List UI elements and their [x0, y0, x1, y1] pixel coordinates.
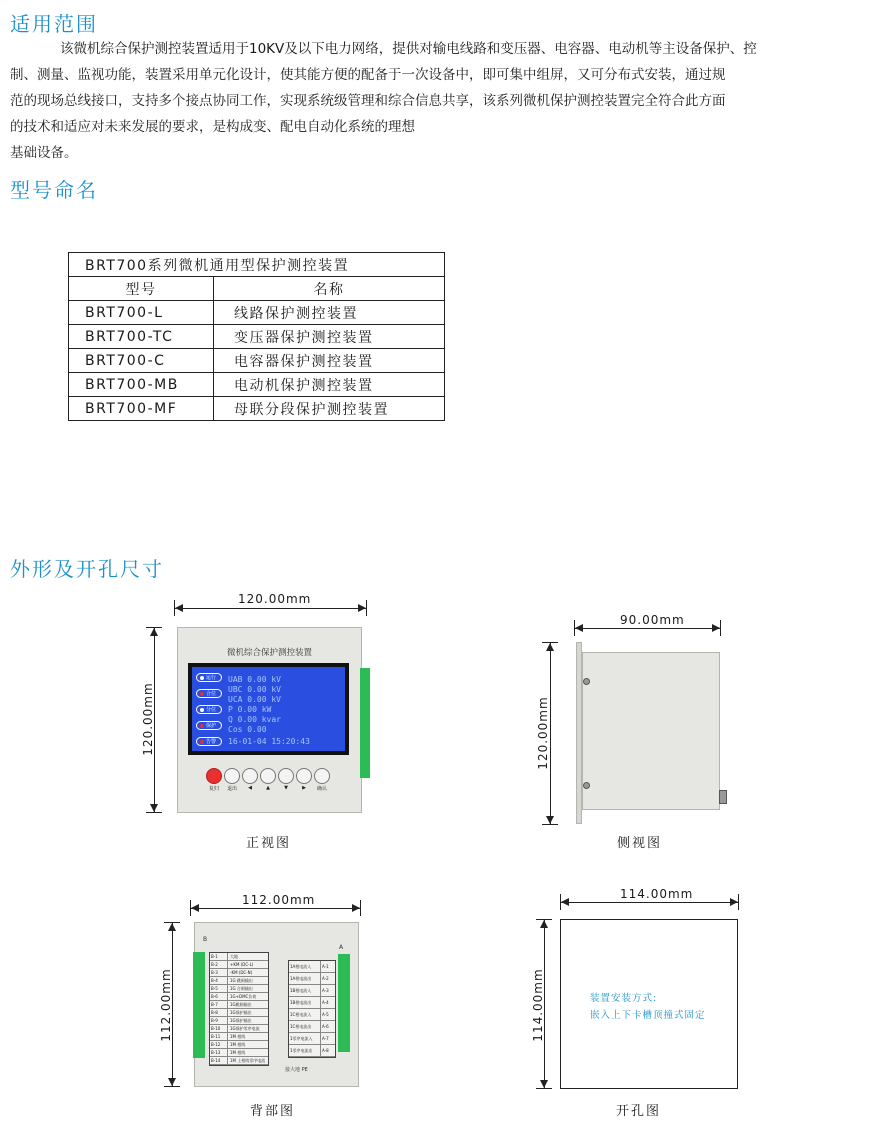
key-label: ▼ — [284, 785, 288, 791]
side-body — [582, 652, 720, 810]
dim-tick — [360, 900, 361, 916]
terminal-id: A-3 — [320, 985, 335, 996]
terminal-name: 1零序电流出 — [290, 1048, 313, 1053]
reset-key[interactable] — [206, 768, 222, 784]
dim-tick — [536, 1088, 552, 1089]
terminal-name: +KM (DC-L) — [230, 962, 254, 967]
arrow-right-icon — [730, 898, 738, 906]
terminal-name: 1G保护输出 — [230, 1018, 252, 1023]
terminal-id: B-7 — [210, 1001, 228, 1008]
side-height-label: 120.00mm — [536, 696, 550, 770]
terminal-id: B-13 — [210, 1049, 228, 1056]
terminal-id: B-4 — [210, 977, 228, 984]
terminal-name: 1G保护输出 — [230, 1010, 252, 1015]
terminal-id: B-3 — [210, 969, 228, 976]
header-name: 名称 — [214, 277, 445, 301]
confirm-key[interactable] — [314, 768, 330, 784]
terminal-name: 1C相电流出 — [290, 1024, 312, 1029]
terminal-row — [210, 1049, 268, 1057]
terminal-id: B-9 — [210, 1017, 228, 1024]
led-alarm: 告警 — [196, 737, 222, 746]
terminal-b-table — [209, 952, 269, 1066]
arrow-left-icon — [561, 898, 569, 906]
terminal-row — [289, 1021, 335, 1033]
arrow-down-icon — [540, 1080, 548, 1088]
row-model: BRT700-MB — [69, 373, 214, 397]
row-model: BRT700-MF — [69, 397, 214, 421]
dims-heading: 外形及开孔尺寸 — [10, 557, 164, 581]
key-label: ▶ — [302, 785, 306, 791]
terminal-row — [289, 1045, 335, 1057]
terminal-row — [210, 1041, 268, 1049]
terminal-name: 1M 上相线零序电流 — [230, 1058, 266, 1063]
terminal-b-header: B — [203, 936, 208, 943]
terminal-row — [210, 961, 268, 969]
exit-key[interactable] — [224, 768, 240, 784]
table-row — [69, 397, 445, 421]
device-title: 微机综合保护测控装置 — [226, 648, 312, 658]
terminal-id: B-11 — [210, 1033, 228, 1040]
table-row — [69, 373, 445, 397]
terminal-id: A-7 — [320, 1033, 335, 1044]
table-header-row — [69, 277, 445, 301]
terminal-id: A-4 — [320, 997, 335, 1008]
right-key[interactable] — [296, 768, 312, 784]
row-model: BRT700-C — [69, 349, 214, 373]
terminal-row — [210, 1025, 268, 1033]
intro-line-3: 范的现场总线接口，支持多个接点协同工作，实现系统级管理和综合信息共享，该系列微机保护测控装置完全符合此方面 — [10, 93, 726, 109]
terminal-name: 1零序电流入 — [290, 1036, 313, 1041]
terminal-id: A-2 — [320, 973, 335, 984]
intro-line-4: 的技术和适应对未来发展的要求，是构成变、配电自动化系统的理想 — [10, 119, 415, 135]
terminal-id: A-8 — [320, 1045, 335, 1056]
dim-line — [575, 628, 720, 629]
row-name: 电动机保护测控装置 — [214, 373, 445, 397]
arrow-right-icon — [358, 604, 366, 612]
intro-line-1: 该微机综合保护测控装置适用于10KV及以下电力网络，提供对输电线路和变压器、电容器、电动机等主设备保护、控 — [60, 41, 757, 57]
terminal-name: 1M 相线 — [230, 1034, 246, 1039]
led-protect: 保护 — [196, 721, 222, 730]
row-model: BRT700-L — [69, 301, 214, 325]
intro-line-2: 制、测量、监视功能，装置采用单元化设计，使其能方便的配备于一次设备中，即可集中组屏，又可分布式安装，通过规 — [10, 67, 726, 83]
cutout-height-label: 114.00mm — [531, 968, 545, 1042]
dim-line — [191, 908, 360, 909]
terminal-row — [210, 1009, 268, 1017]
row-model: BRT700-TC — [69, 325, 214, 349]
terminal-id: B-1 — [210, 953, 228, 960]
terminal-row — [289, 1033, 335, 1045]
dim-line — [550, 643, 551, 824]
table-title: BRT700系列微机通用型保护测控装置 — [69, 253, 445, 277]
back-height-label: 112.00mm — [159, 968, 173, 1042]
row-name: 变压器保护测控装置 — [214, 325, 445, 349]
scope-heading: 适用范围 — [10, 12, 98, 36]
intro-paragraph — [10, 36, 872, 166]
side-terminal — [360, 668, 370, 778]
terminal-name: 1G保护零序电流 — [230, 1026, 260, 1031]
terminal-name: 1C相电流入 — [290, 1012, 312, 1017]
model-heading: 型号命名 — [10, 178, 98, 202]
left-key[interactable] — [242, 768, 258, 784]
terminal-name: 大地 — [230, 954, 238, 959]
key-label: ▲ — [266, 785, 270, 791]
cutout-caption: 开孔图 — [616, 1104, 662, 1119]
terminal-row — [210, 1057, 268, 1065]
terminal-row — [210, 1001, 268, 1009]
terminal-row — [210, 969, 268, 977]
arrow-down-icon — [150, 804, 158, 812]
terminal-row — [289, 973, 335, 985]
led-closed: 合位 — [196, 689, 222, 698]
arrow-left-icon — [191, 904, 199, 912]
back-caption: 背部图 — [250, 1104, 296, 1119]
terminal-a-table — [288, 960, 336, 1058]
front-height-label: 120.00mm — [141, 682, 155, 756]
arrow-up-icon — [546, 643, 554, 651]
key-label: ◀ — [248, 785, 252, 791]
terminal-row — [289, 961, 335, 973]
terminal-id: A-1 — [320, 961, 335, 972]
terminal-name: 1G 跳闸输出 — [230, 978, 253, 983]
terminal-id: B-5 — [210, 985, 228, 992]
screw-icon — [583, 782, 590, 789]
terminal-block-b — [193, 952, 205, 1058]
side-width-label: 90.00mm — [620, 613, 685, 627]
terminal-name: 1M 相线 — [230, 1050, 246, 1055]
terminal-name: 1A相电流入 — [290, 964, 312, 969]
front-caption: 正视图 — [246, 836, 292, 851]
terminal-id: B-12 — [210, 1041, 228, 1048]
led-run: 运行 — [196, 673, 222, 682]
terminal-id: A-6 — [320, 1021, 335, 1032]
terminal-block-a — [338, 954, 350, 1052]
row-name: 电容器保护测控装置 — [214, 349, 445, 373]
arrow-left-icon — [175, 604, 183, 612]
terminal-row — [289, 985, 335, 997]
terminal-name: 1G+DMC负荷 — [230, 994, 257, 999]
dim-tick — [146, 812, 162, 813]
table-row — [69, 301, 445, 325]
terminal-name: -KM (DC-N) — [230, 970, 253, 975]
dim-line — [175, 608, 366, 609]
terminal-id: B-8 — [210, 1009, 228, 1016]
terminal-row — [289, 997, 335, 1009]
led-open: 分位 — [196, 705, 222, 714]
table-row — [69, 325, 445, 349]
arrow-left-icon — [575, 624, 583, 632]
table-row — [69, 349, 445, 373]
lcd-screen — [188, 663, 349, 755]
screw-icon — [583, 678, 590, 685]
down-key[interactable] — [278, 768, 294, 784]
arrow-down-icon — [168, 1078, 176, 1086]
terminal-name: 1B相电流入 — [290, 988, 312, 993]
row-name: 线路保护测控装置 — [214, 301, 445, 325]
row-name: 母联分段保护测控装置 — [214, 397, 445, 421]
side-caption: 侧视图 — [617, 836, 663, 851]
terminal-a-header: A — [339, 944, 344, 951]
terminal-name: 1M 相线 — [230, 1042, 246, 1047]
cutout-width-label: 114.00mm — [620, 887, 694, 901]
front-width-label: 120.00mm — [238, 592, 312, 606]
key-label: 确认 — [316, 786, 327, 792]
terminal-id: B-6 — [210, 993, 228, 1000]
terminal-name: 1G跳闸输出 — [230, 1002, 252, 1007]
terminal-name: 1A相电流出 — [290, 976, 312, 981]
back-width-label: 112.00mm — [242, 893, 316, 907]
arrow-up-icon — [540, 920, 548, 928]
dim-tick — [164, 1086, 180, 1087]
terminal-id: B-14 — [210, 1057, 228, 1064]
terminal-id: A-5 — [320, 1009, 335, 1020]
arrow-right-icon — [352, 904, 360, 912]
dim-tick — [738, 894, 739, 910]
key-label: 退出 — [226, 786, 237, 792]
arrow-up-icon — [168, 923, 176, 931]
intro-line-5: 基础设备。 — [10, 145, 78, 161]
lcd-readout: UAB 0.00 kV UBC 0.00 kV UCA 0.00 kV P 0.00 kW Q 0.00 kvar Cos 0.00 16-01-04 15:20:43 — [228, 675, 310, 746]
dim-tick — [720, 620, 721, 636]
terminal-row — [210, 977, 268, 985]
terminal-row — [289, 1009, 335, 1021]
terminal-name: 1G 合闸输出 — [230, 986, 253, 991]
terminal-row — [210, 993, 268, 1001]
cutout-note: 装置安装方式: 嵌入上下卡槽顶撞式固定 — [590, 993, 706, 1021]
ground-label: 接大地 PE — [285, 1067, 308, 1073]
terminal-row — [210, 985, 268, 993]
arrow-right-icon — [712, 624, 720, 632]
dim-tick — [366, 600, 367, 616]
dim-tick — [542, 824, 558, 825]
dim-line — [561, 902, 738, 903]
terminal-id: B-10 — [210, 1025, 228, 1032]
terminal-row — [210, 1033, 268, 1041]
key-label: 复归 — [208, 786, 219, 792]
terminal-row — [210, 1017, 268, 1025]
arrow-up-icon — [150, 628, 158, 636]
model-table — [68, 252, 445, 421]
terminal-row — [210, 953, 268, 961]
terminal-name: 1B相电流出 — [290, 1000, 312, 1005]
header-model: 型号 — [69, 277, 214, 301]
arrow-down-icon — [546, 816, 554, 824]
table-title-row — [69, 253, 445, 277]
connector-icon — [719, 790, 727, 804]
up-key[interactable] — [260, 768, 276, 784]
terminal-id: B-2 — [210, 961, 228, 968]
